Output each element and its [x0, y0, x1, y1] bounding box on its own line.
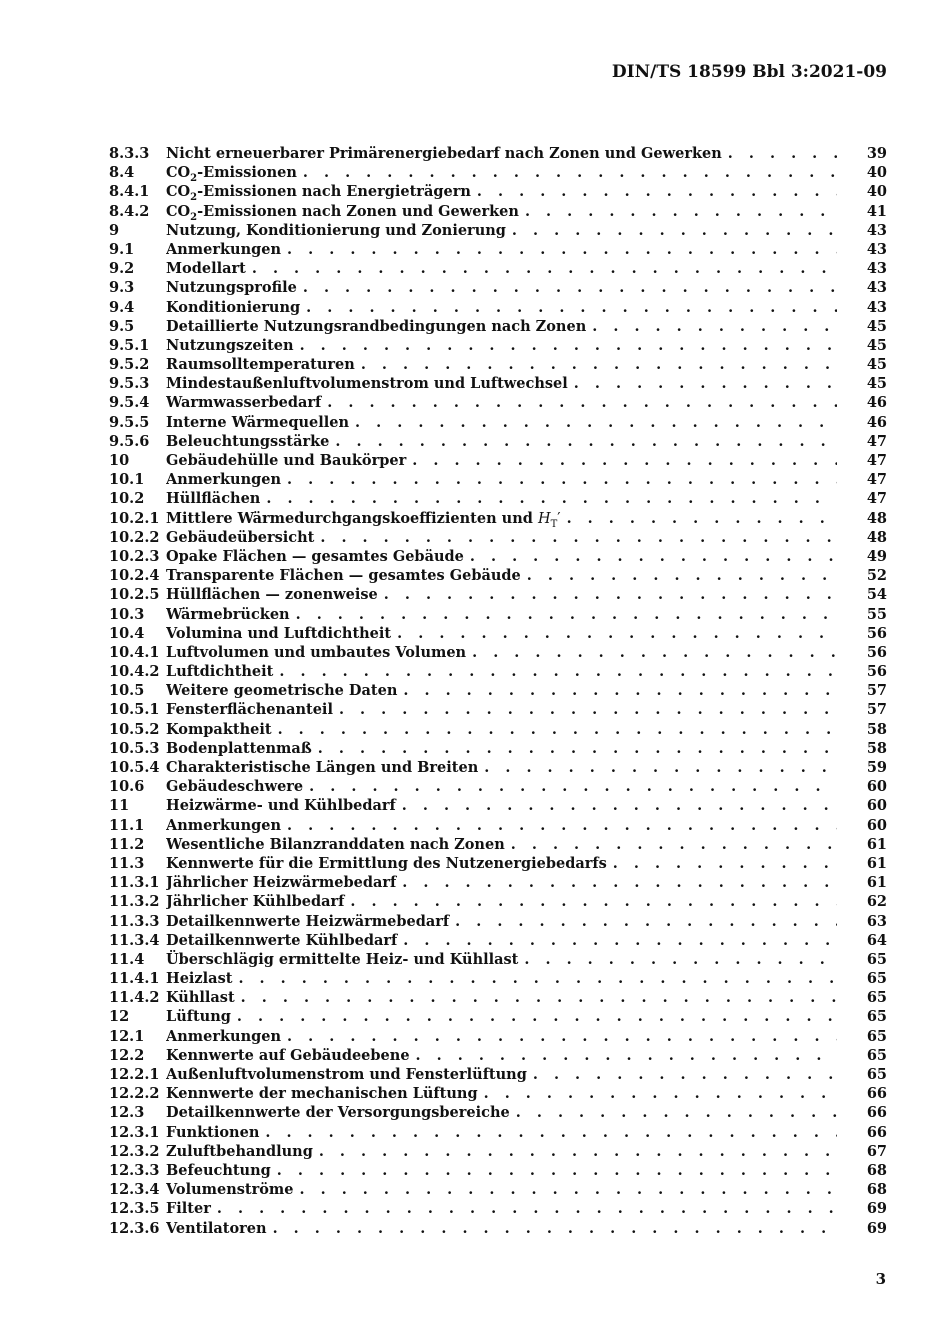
- toc-entry-page: 46: [866, 413, 887, 431]
- toc-entry-number: 11.4.1: [109, 970, 160, 988]
- toc-entry-title: Kennwerte für die Ermittlung des Nutzenergiebedarfs: [166, 854, 607, 872]
- dot-leader: [355, 413, 837, 432]
- toc-entry[interactable]: [109, 988, 887, 1007]
- toc-entry-title: Mittlere Wärmedurchgangskoeffizienten und $H_T'$: [166, 509, 561, 530]
- dot-leader: [327, 393, 837, 412]
- toc-entry-page: 66: [866, 1104, 887, 1122]
- toc-entry[interactable]: [109, 451, 887, 470]
- toc-entry[interactable]: [109, 259, 887, 278]
- toc-entry-page: 61: [866, 874, 887, 892]
- dot-leader: [287, 1027, 837, 1046]
- toc-entry-title: Kennwerte auf Gebäudeebene: [166, 1046, 410, 1064]
- toc-entry-number: 10.3: [109, 605, 145, 623]
- toc-entry[interactable]: [109, 221, 887, 240]
- toc-entry-number: 10.5.1: [109, 701, 160, 719]
- toc-entry-page: 43: [866, 260, 887, 278]
- toc-entry[interactable]: [109, 393, 887, 412]
- toc-entry[interactable]: [109, 1142, 887, 1161]
- toc-entry-number: 12.3.5: [109, 1200, 160, 1218]
- dot-leader: [265, 1123, 837, 1142]
- toc-entry-number: 8.3.3: [109, 145, 150, 162]
- toc-entry-title: Außenluftvolumenstrom und Fensterlüftung: [166, 1066, 527, 1083]
- toc-entry-number: 8.4.2: [109, 202, 150, 220]
- toc-entry-number: 11.4.2: [109, 989, 160, 1007]
- dot-leader: [402, 873, 837, 892]
- toc-entry[interactable]: [109, 413, 887, 432]
- toc-entry-page: 68: [866, 1161, 887, 1179]
- toc-entry-number: 12.3.1: [109, 1123, 160, 1141]
- toc-entry-title: $CO_2$-Emissionen: [166, 164, 297, 185]
- dot-leader: [238, 969, 837, 988]
- toc-entry[interactable]: [109, 144, 887, 163]
- dot-leader: [278, 720, 837, 739]
- toc-entry-title: Fensterflächenanteil: [166, 701, 333, 719]
- toc-entry-number: 10.5.2: [109, 720, 160, 738]
- toc-entry-title: Luftdichtheit: [166, 663, 274, 681]
- dot-leader: [318, 739, 837, 758]
- toc-entry-number: 10.5: [109, 682, 145, 700]
- dot-leader: [416, 1046, 837, 1065]
- toc-entry[interactable]: [109, 1219, 887, 1238]
- toc-entry-page: 45: [866, 375, 887, 393]
- toc-entry-page: 61: [866, 835, 887, 853]
- toc-entry[interactable]: [109, 720, 887, 739]
- toc-entry[interactable]: [109, 336, 887, 355]
- toc-entry[interactable]: [109, 835, 887, 854]
- toc-entry[interactable]: [109, 1180, 887, 1199]
- toc-entry[interactable]: [109, 1084, 887, 1103]
- dot-leader: [403, 931, 837, 950]
- toc-entry-number: 9.5.5: [109, 413, 150, 431]
- dot-leader: [303, 278, 837, 297]
- dot-leader: [350, 892, 837, 911]
- dot-leader: [339, 700, 837, 719]
- toc-entry-page: 40: [866, 183, 887, 201]
- toc-entry-page: 47: [866, 471, 887, 489]
- toc-entry-title: Befeuchtung: [166, 1161, 271, 1179]
- toc-entry-title: Gebäudeübersicht: [166, 528, 315, 546]
- toc-entry-title: Warmwasserbedarf: [166, 394, 322, 412]
- toc-entry-page: 60: [866, 816, 887, 834]
- dot-leader: [484, 758, 837, 777]
- toc-entry-page: 43: [866, 221, 887, 239]
- toc-entry-title: Jährlicher Kühlbedarf: [166, 893, 345, 911]
- dot-leader: [533, 1065, 837, 1084]
- toc-entry-number: 11.3.3: [109, 912, 160, 930]
- toc-entry-page: 65: [866, 1027, 887, 1045]
- toc-entry-title: Filter: [166, 1200, 211, 1218]
- toc-entry[interactable]: [109, 816, 887, 835]
- toc-entry-page: 62: [866, 893, 887, 911]
- toc-entry-page: 59: [866, 759, 887, 776]
- toc-entry-title: Beleuchtungsstärke: [166, 432, 330, 450]
- dot-leader: [296, 605, 837, 624]
- toc-entry[interactable]: [109, 1123, 887, 1142]
- toc-entry-title: Interne Wärmequellen: [166, 413, 350, 431]
- toc-entry-number: 9.3: [109, 279, 135, 297]
- dot-leader: [241, 988, 837, 1007]
- toc-entry-page: 57: [866, 682, 887, 700]
- toc-entry[interactable]: [109, 605, 887, 624]
- toc-entry-title: Charakteristische Längen und Breiten: [166, 759, 479, 776]
- toc-entry[interactable]: [109, 662, 887, 681]
- dot-leader: [516, 1103, 837, 1122]
- toc-entry-page: 67: [866, 1142, 887, 1160]
- toc-entry-page: 69: [866, 1200, 887, 1218]
- toc-entry-number: 12: [109, 1008, 130, 1026]
- dot-leader: [524, 950, 837, 969]
- dot-leader: [384, 585, 837, 604]
- toc-entry-page: 56: [866, 663, 887, 681]
- page-number: 3: [875, 1270, 886, 1288]
- toc-entry-page: 47: [866, 490, 887, 508]
- toc-entry-page: 65: [866, 1046, 887, 1064]
- toc-entry[interactable]: [109, 931, 887, 950]
- toc-entry-title: Anmerkungen: [166, 471, 282, 489]
- toc-entry-page: 64: [866, 931, 887, 949]
- toc-entry-number: 10.2: [109, 490, 145, 508]
- toc-entry[interactable]: [109, 643, 887, 662]
- toc-entry-title: Detailkennwerte Heizwärmebedarf: [166, 912, 450, 930]
- dot-leader: [402, 796, 837, 815]
- toc-entry-number: 9.5.1: [109, 336, 150, 354]
- toc-entry[interactable]: [109, 240, 887, 259]
- toc-entry-number: 10.4: [109, 624, 145, 642]
- toc-entry-page: 43: [866, 298, 887, 316]
- toc-entry-page: 54: [866, 586, 887, 604]
- toc-entry-title: Jährlicher Heizwärmebedarf: [166, 874, 397, 892]
- dot-leader: [320, 528, 837, 547]
- toc-entry[interactable]: [109, 470, 887, 489]
- toc-entry-page: 65: [866, 970, 887, 988]
- toc-entry-number: 11.2: [109, 835, 145, 853]
- dot-leader: [279, 662, 837, 681]
- table-of-contents: [109, 144, 887, 1238]
- toc-entry-title: Detailkennwerte Kühlbedarf: [166, 931, 398, 949]
- toc-entry-page: 47: [866, 432, 887, 450]
- toc-entry-title: Gebäudeschwere: [166, 778, 304, 796]
- toc-entry-page: 61: [866, 854, 887, 872]
- dot-leader: [397, 624, 837, 643]
- toc-entry-number: 10.2.3: [109, 547, 160, 565]
- toc-entry-title: Mindestaußenluftvolumenstrom und Luftwechsel: [166, 375, 568, 393]
- toc-entry-number: 10.4.1: [109, 643, 160, 661]
- toc-entry-title: Nicht erneuerbarer Primärenergiebedarf nach Zonen und Gewerken: [166, 145, 722, 162]
- toc-entry-title: Überschlägig ermittelte Heiz- und Kühllast: [166, 950, 519, 968]
- toc-entry-page: 41: [866, 202, 887, 220]
- toc-entry-page: 48: [866, 528, 887, 546]
- toc-entry-number: 10.5.3: [109, 739, 160, 757]
- toc-entry-number: 8.4: [109, 164, 135, 182]
- dot-leader: [477, 182, 837, 201]
- toc-entry-title: Heizwärme- und Kühlbedarf: [166, 797, 396, 815]
- dot-leader: [303, 163, 837, 182]
- toc-entry-title: Lüftung: [166, 1008, 231, 1026]
- toc-entry-page: 68: [866, 1181, 887, 1199]
- toc-entry-page: 63: [866, 912, 887, 930]
- toc-entry-number: 10.2.2: [109, 528, 160, 546]
- toc-entry-page: 60: [866, 778, 887, 796]
- toc-entry-title: Luftvolumen und umbautes Volumen: [166, 643, 467, 661]
- toc-entry-page: 45: [866, 356, 887, 374]
- toc-entry[interactable]: [109, 566, 887, 585]
- toc-entry-title: Opake Flächen — gesamtes Gebäude: [166, 547, 464, 565]
- toc-entry-title: Modellart: [166, 260, 246, 278]
- toc-entry-number: 12.2.1: [109, 1066, 160, 1083]
- toc-entry-number: 9.5.2: [109, 356, 150, 374]
- toc-entry-page: 58: [866, 720, 887, 738]
- toc-entry[interactable]: [109, 739, 887, 758]
- toc-entry[interactable]: [109, 374, 887, 393]
- toc-entry-title: Raumsolltemperaturen: [166, 356, 355, 374]
- toc-entry[interactable]: [109, 1199, 887, 1218]
- dot-leader: [512, 221, 837, 240]
- toc-entry[interactable]: [109, 355, 887, 374]
- toc-entry-title: Zuluftbehandlung: [166, 1142, 313, 1160]
- toc-entry-title: Ventilatoren: [166, 1219, 267, 1237]
- toc-entry[interactable]: [109, 796, 887, 815]
- dot-leader: [613, 854, 837, 873]
- toc-entry-number: 10.6: [109, 778, 145, 796]
- toc-entry-title: Bodenplattenmaß: [166, 739, 312, 757]
- toc-entry-page: 49: [866, 547, 887, 565]
- toc-entry-number: 12.2: [109, 1046, 145, 1064]
- toc-entry-title: $CO_2$-Emissionen nach Zonen und Gewerken: [166, 202, 519, 223]
- toc-entry[interactable]: [109, 950, 887, 969]
- dot-leader: [525, 202, 837, 221]
- toc-entry[interactable]: [109, 1027, 887, 1046]
- toc-entry-title: Konditionierung: [166, 298, 301, 316]
- toc-entry-page: 39: [866, 145, 887, 162]
- toc-entry-page: 46: [866, 394, 887, 412]
- toc-entry-title: $CO_2$-Emissionen nach Energieträgern: [166, 183, 471, 204]
- toc-entry-page: 60: [866, 797, 887, 815]
- toc-entry[interactable]: [109, 585, 887, 604]
- toc-entry-page: 45: [866, 317, 887, 335]
- toc-entry-page: 66: [866, 1085, 887, 1103]
- toc-entry-number: 10: [109, 452, 130, 469]
- toc-entry-number: 10.2.1: [109, 509, 160, 527]
- toc-entry-page: 65: [866, 1008, 887, 1026]
- dot-leader: [300, 336, 837, 355]
- toc-entry[interactable]: [109, 509, 887, 528]
- toc-entry[interactable]: [109, 317, 887, 336]
- toc-entry-number: 11.3: [109, 854, 145, 872]
- toc-entry-page: 52: [866, 567, 887, 585]
- toc-entry-title: Detailkennwerte der Versorgungsbereiche: [166, 1104, 510, 1122]
- toc-entry-title: Kühllast: [166, 989, 235, 1007]
- toc-entry-title: Weitere geometrische Daten: [166, 682, 398, 700]
- toc-entry-number: 12.2.2: [109, 1085, 160, 1103]
- dot-leader: [300, 1180, 838, 1199]
- toc-entry[interactable]: [109, 700, 887, 719]
- toc-entry-number: 11.1: [109, 816, 145, 834]
- toc-entry-page: 45: [866, 336, 887, 354]
- toc-entry-page: 65: [866, 1066, 887, 1083]
- dot-leader: [273, 1219, 837, 1238]
- toc-entry[interactable]: [109, 892, 887, 911]
- toc-entry-title: Transparente Flächen — gesamtes Gebäude: [166, 567, 521, 585]
- dot-leader: [252, 259, 837, 278]
- toc-entry[interactable]: [109, 1046, 887, 1065]
- toc-entry-page: 58: [866, 739, 887, 757]
- toc-entry-page: 40: [866, 164, 887, 182]
- dot-leader: [403, 681, 837, 700]
- toc-entry-title: Heizlast: [166, 970, 233, 988]
- dot-leader: [309, 777, 837, 796]
- dot-leader: [287, 470, 837, 489]
- toc-entry-number: 11.3.1: [109, 874, 160, 892]
- toc-entry-title: Volumina und Luftdichtheit: [166, 624, 392, 642]
- toc-entry-title: Detaillierte Nutzungsrandbedingungen nach Zonen: [166, 317, 587, 335]
- toc-entry-title: Anmerkungen: [166, 240, 282, 258]
- toc-entry-number: 9.5.6: [109, 432, 150, 450]
- toc-entry-title: Gebäudehülle und Baukörper: [166, 452, 407, 469]
- toc-entry[interactable]: [109, 758, 887, 777]
- toc-entry-number: 9.2: [109, 260, 135, 278]
- toc-entry-number: 12.3: [109, 1104, 145, 1122]
- toc-entry-number: 9.5: [109, 317, 135, 335]
- toc-entry-title: Nutzungszeiten: [166, 336, 294, 354]
- toc-entry[interactable]: [109, 912, 887, 931]
- toc-entry-title: Wesentliche Bilanzranddaten nach Zonen: [166, 835, 505, 853]
- dot-leader: [472, 643, 837, 662]
- dot-leader: [574, 374, 837, 393]
- dot-leader: [217, 1199, 837, 1218]
- dot-leader: [527, 566, 837, 585]
- toc-entry-page: 65: [866, 950, 887, 968]
- toc-entry[interactable]: [109, 777, 887, 796]
- toc-entry[interactable]: [109, 969, 887, 988]
- dot-leader: [287, 816, 837, 835]
- toc-entry-number: 10.2.4: [109, 567, 160, 585]
- toc-entry[interactable]: [109, 854, 887, 873]
- toc-entry-page: 56: [866, 624, 887, 642]
- toc-entry[interactable]: [109, 298, 887, 317]
- toc-entry-number: 9.4: [109, 298, 135, 316]
- toc-entry-number: 8.4.1: [109, 183, 150, 201]
- dot-leader: [361, 355, 837, 374]
- dot-leader: [237, 1007, 837, 1026]
- toc-entry-page: 43: [866, 279, 887, 297]
- toc-entry[interactable]: [109, 1161, 887, 1180]
- dot-leader: [277, 1161, 837, 1180]
- toc-entry-title: Volumenströme: [166, 1181, 294, 1199]
- toc-entry-page: 55: [866, 605, 887, 623]
- toc-entry-number: 10.4.2: [109, 663, 160, 681]
- toc-entry-number: 9.5.4: [109, 394, 150, 412]
- toc-entry-page: 66: [866, 1123, 887, 1141]
- toc-entry-number: 11: [109, 797, 130, 815]
- toc-entry-number: 10.1: [109, 471, 145, 489]
- toc-entry[interactable]: [109, 278, 887, 297]
- dot-leader: [335, 432, 837, 451]
- dot-leader: [567, 509, 837, 528]
- toc-entry-title: Funktionen: [166, 1123, 260, 1141]
- toc-entry-number: 9.1: [109, 240, 135, 258]
- document-id: DIN/TS 18599 Bbl 3:2021-09: [611, 62, 887, 82]
- toc-entry[interactable]: [109, 547, 887, 566]
- dot-leader: [728, 144, 837, 163]
- dot-leader: [592, 317, 837, 336]
- toc-entry[interactable]: [109, 681, 887, 700]
- toc-entry-title: Nutzung, Konditionierung und Zonierung: [166, 221, 506, 239]
- toc-entry-number: 12.3.4: [109, 1181, 160, 1199]
- dot-leader: [266, 489, 837, 508]
- toc-entry[interactable]: [109, 624, 887, 643]
- toc-entry[interactable]: [109, 163, 887, 185]
- dot-leader: [319, 1142, 837, 1161]
- toc-entry-number: 12.3.6: [109, 1219, 160, 1237]
- toc-entry-page: 69: [866, 1219, 887, 1237]
- toc-entry-number: 11.3.2: [109, 893, 160, 911]
- toc-entry[interactable]: [109, 873, 887, 892]
- toc-entry-page: 56: [866, 643, 887, 661]
- toc-entry-number: 10.2.5: [109, 586, 160, 604]
- toc-entry[interactable]: [109, 1007, 887, 1026]
- dot-leader: [455, 912, 837, 931]
- toc-entry-page: 65: [866, 989, 887, 1007]
- toc-entry-title: Kompaktheit: [166, 720, 272, 738]
- toc-entry-number: 9.5.3: [109, 375, 150, 393]
- dot-leader: [287, 240, 837, 259]
- toc-entry-number: 12.1: [109, 1027, 145, 1045]
- toc-entry-page: 48: [866, 509, 887, 527]
- toc-entry-page: 43: [866, 240, 887, 258]
- dot-leader: [511, 835, 837, 854]
- toc-entry-number: 12.3.2: [109, 1142, 160, 1160]
- toc-entry[interactable]: [109, 1065, 887, 1084]
- toc-entry-title: Anmerkungen: [166, 816, 282, 834]
- toc-entry[interactable]: [109, 182, 887, 204]
- toc-entry-number: 11.3.4: [109, 931, 160, 949]
- toc-entry-number: 11.4: [109, 950, 145, 968]
- toc-entry[interactable]: [109, 432, 887, 451]
- toc-entry-number: 9: [109, 221, 120, 239]
- toc-entry-page: 57: [866, 701, 887, 719]
- toc-entry-number: 12.3.3: [109, 1161, 160, 1179]
- toc-entry-title: Anmerkungen: [166, 1027, 282, 1045]
- toc-entry[interactable]: [109, 202, 887, 221]
- dot-leader: [412, 451, 837, 470]
- toc-entry[interactable]: [109, 528, 887, 547]
- dot-leader: [470, 547, 837, 566]
- toc-entry-title: Kennwerte der mechanischen Lüftung: [166, 1085, 478, 1103]
- dot-leader: [306, 298, 837, 317]
- toc-entry[interactable]: [109, 1103, 887, 1122]
- toc-entry-page: 47: [866, 452, 887, 469]
- toc-entry[interactable]: [109, 489, 887, 508]
- toc-entry-title: Wärmebrücken: [166, 605, 290, 623]
- toc-entry-title: Hüllflächen — zonenweise: [166, 586, 378, 604]
- toc-entry-number: 10.5.4: [109, 759, 160, 776]
- toc-entry-title: Hüllflächen: [166, 490, 261, 508]
- dot-leader: [484, 1084, 837, 1103]
- toc-entry-title: Nutzungsprofile: [166, 279, 297, 297]
